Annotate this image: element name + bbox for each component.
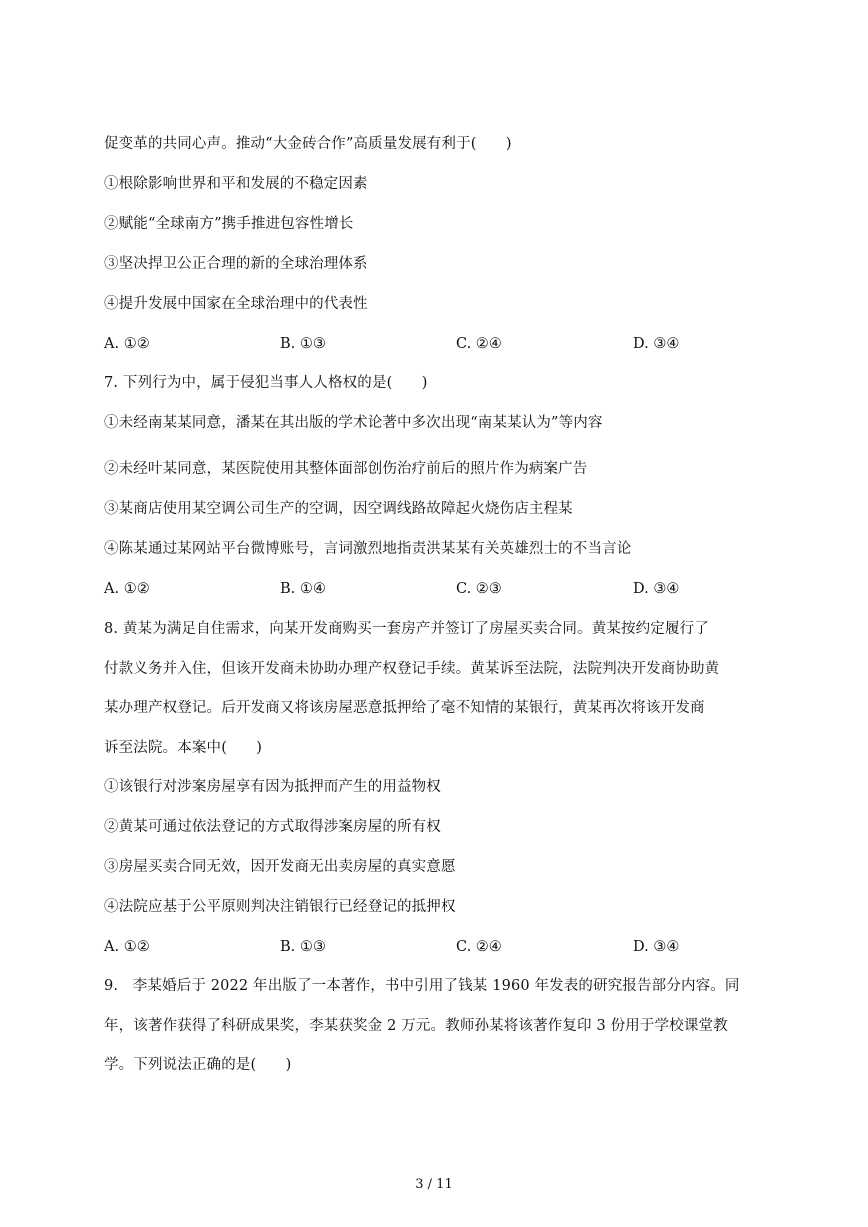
- q8-option-b: B. ①③: [280, 939, 326, 955]
- q6-options: [104, 334, 776, 354]
- q7-item-3: ③某商店使用某空调公司生产的空调，因空调线路故障起火烧伤店主程某: [104, 501, 573, 517]
- q8-stem-line-1: 8. 黄某为满足自住需求，向某开发商购买一套房产并签订了房屋买卖合同。黄某按约定履行了: [104, 621, 709, 637]
- q6-option-b: B. ①③: [280, 336, 326, 352]
- q7-option-b: B. ①④: [280, 581, 326, 597]
- q8-option-a: A. ①②: [104, 939, 150, 955]
- q6-item-1: ①根除影响世界和平和发展的不稳定因素: [104, 176, 368, 192]
- q7-item-1: ①未经南某某同意，潘某在其出版的学术论著中多次出现“南某某认为”等内容: [104, 415, 603, 431]
- q7-option-a: A. ①②: [104, 581, 150, 597]
- q6-option-d: D. ③④: [633, 336, 680, 352]
- q8-item-2: ②黄某可通过依法登记的方式取得涉案房屋的所有权: [104, 819, 441, 835]
- q8-item-3: ③房屋买卖合同无效，因开发商无出卖房屋的真实意愿: [104, 859, 456, 875]
- q6-stem-tail: 促变革的共同心声。推动“大金砖合作”高质量发展有利于( ): [104, 136, 512, 152]
- q7-item-2: ②未经叶某同意，某医院使用其整体面部创伤治疗前后的照片作为病案广告: [104, 461, 588, 477]
- q7-options: [104, 579, 776, 599]
- q9-stem-line-1: 9. 李某婚后于 2022 年出版了一本著作，书中引用了钱某 1960 年发表的研究报告部分内容。同: [104, 978, 740, 994]
- q6-item-2: ②赋能“全球南方”携手推进包容性增长: [104, 216, 354, 232]
- page-number: 3 / 11: [415, 1177, 453, 1192]
- q6-item-3: ③坚决捍卫公正合理的新的全球治理体系: [104, 256, 368, 272]
- q7-option-d: D. ③④: [633, 581, 680, 597]
- q8-item-1: ①该银行对涉案房屋享有因为抵押而产生的用益物权: [104, 779, 441, 795]
- q8-stem-line-3: 某办理产权登记。后开发商又将该房屋恶意抵押给了毫不知情的某银行，黄某再次将该开发商: [104, 700, 705, 716]
- q7-stem: 7. 下列行为中，属于侵犯当事人人格权的是( ): [104, 375, 428, 391]
- q8-option-c: C. ②④: [456, 939, 502, 955]
- q8-stem-line-2: 付款义务并入住，但该开发商未协助办理产权登记手续。黄某诉至法院，法院判决开发商协助黄: [104, 661, 720, 677]
- q8-option-d: D. ③④: [633, 939, 680, 955]
- q8-stem-line-4: 诉至法院。本案中( ): [104, 740, 263, 756]
- q9-stem-line-2: 年，该著作获得了科研成果奖，李某获奖金 2 万元。教师孙某将该著作复印 3 份用于学校课堂教: [104, 1018, 728, 1034]
- q6-option-c: C. ②④: [456, 336, 502, 352]
- q6-option-a: A. ①②: [104, 336, 150, 352]
- q8-item-4: ④法院应基于公平原则判决注销银行已经登记的抵押权: [104, 899, 456, 915]
- q8-options: [104, 937, 776, 957]
- q9-stem-line-3: 学。下列说法正确的是( ): [104, 1057, 292, 1073]
- q7-option-c: C. ②③: [456, 581, 502, 597]
- q7-item-4: ④陈某通过某网站平台微博账号，言词激烈地指责洪某某有关英雄烈士的不当言论: [104, 541, 632, 557]
- q6-item-4: ④提升发展中国家在全球治理中的代表性: [104, 296, 368, 312]
